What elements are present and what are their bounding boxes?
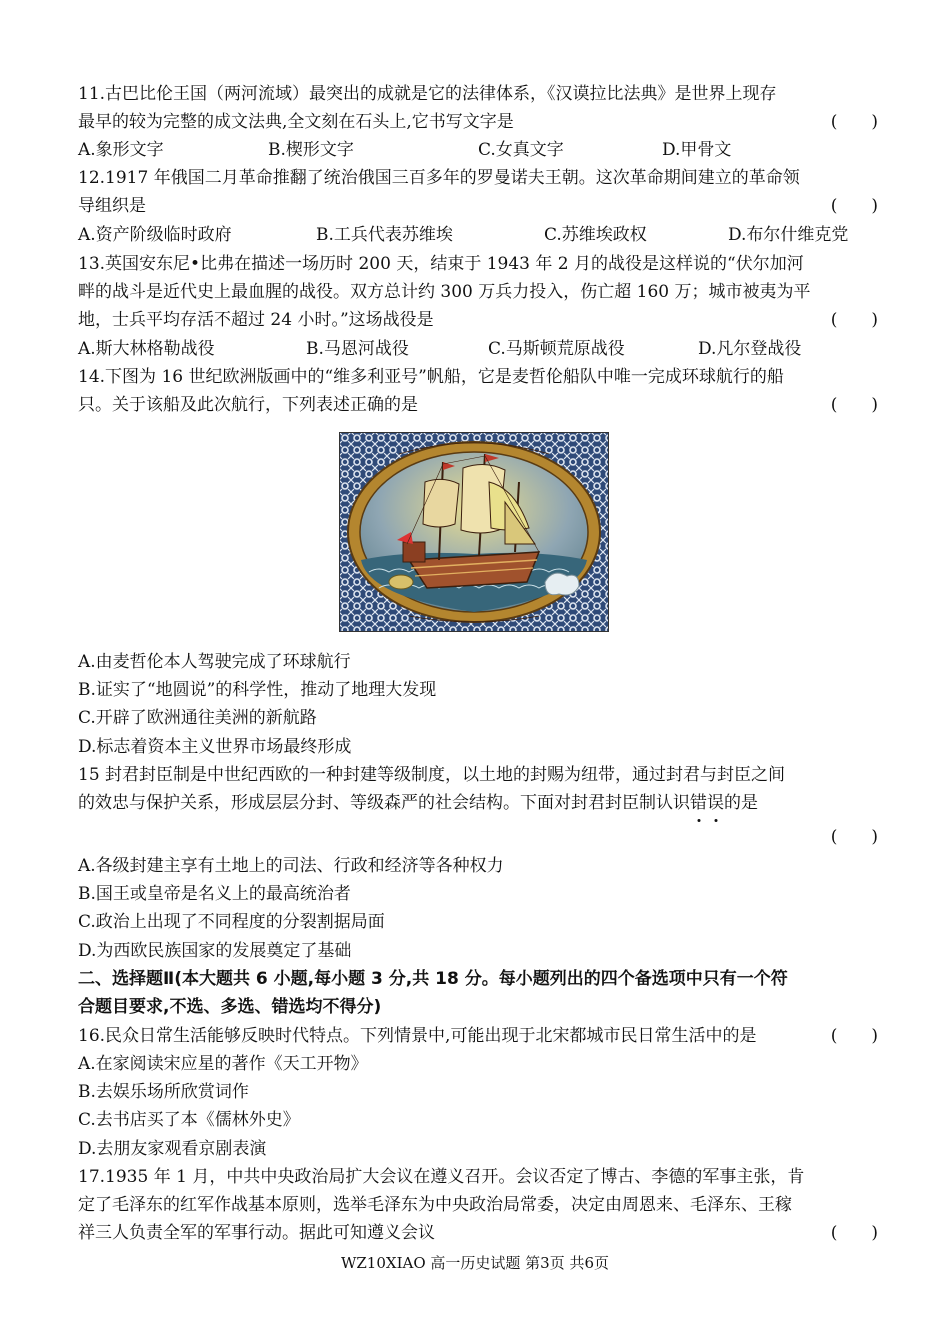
q11-stem-line1: 11.古巴比伦王国（两河流域）最突出的成就是它的法律体系，《汉谟拉比法典》是世界上现存: [78, 84, 777, 104]
q17-stem-line3: 祥三人负责全军的军事行动。据此可知遵义会议 ( ): [78, 1219, 878, 1247]
option-d: D.甲骨文: [662, 140, 732, 160]
option-b: B.楔形文字: [268, 140, 354, 160]
q15-option-d: D.为西欧民族国家的发展奠定了基础: [78, 941, 352, 961]
page-footer: WZ10XIAO 高一历史试题 第3页 共6页: [340, 1254, 610, 1272]
q15-option-b: B.国王或皇帝是名义上的最高统治者: [78, 884, 351, 904]
answer-bracket: ( ): [830, 827, 878, 847]
q14-option-d: D.标志着资本主义世界市场最终形成: [78, 737, 352, 757]
q16-stem-line1: 16.民众日常生活能够反映时代特点。下列情景中,可能出现于北宋都城市民日常生活中的是 ( ): [78, 1022, 878, 1050]
q12-options: [78, 221, 878, 249]
answer-bracket: ( ): [830, 310, 878, 330]
option-a: A.斯大林格勒战役: [78, 339, 215, 359]
emphasis-char: 错: [690, 789, 707, 817]
q17-stem-line2: 定了毛泽东的红军作战基本原则，选举毛泽东为中央政治局常委，决定由周恩来、毛泽东、王稼: [78, 1195, 792, 1215]
option-b: B.工兵代表苏维埃: [316, 225, 453, 245]
q14-stem-line2: 只。关于该船及此次航行，下列表述正确的是 ( ): [78, 391, 878, 419]
answer-bracket: ( ): [830, 112, 878, 132]
q12-stem-line1: 12.1917 年俄国二月革命推翻了统治俄国三百多年的罗曼诺夫王朝。这次革命期间建立的革命领: [78, 168, 800, 188]
q14-option-b: B.证实了“地圆说”的科学性，推动了地理大发现: [78, 680, 437, 700]
answer-bracket: ( ): [830, 395, 878, 415]
q16-option-c: C.去书店买了本《儒林外史》: [78, 1110, 300, 1130]
q15-bracket-line: [78, 823, 878, 851]
q11-options: [78, 136, 878, 164]
q16-option-d: D.去朋友家观看京剧表演: [78, 1139, 267, 1159]
option-d: D.凡尔登战役: [698, 339, 802, 359]
option-a: A.资产阶级临时政府: [78, 225, 232, 245]
q13-options: [78, 335, 878, 363]
q15-option-a: A.各级封建主享有土地上的司法、行政和经济等各种权力: [78, 856, 504, 876]
answer-bracket: ( ): [830, 196, 878, 216]
emphasis-char: 误: [707, 789, 724, 817]
option-d: D.布尔什维克党: [728, 225, 849, 245]
victoria-ship-engraving: [339, 432, 609, 632]
q14-option-c: C.开辟了欧洲通往美洲的新航路: [78, 708, 317, 728]
ship-illustration: [339, 432, 609, 632]
q16-option-a: A.在家阅读宋应星的著作《天工开物》: [78, 1054, 368, 1074]
section-heading-line1: 二、选择题Ⅱ(本大题共 6 小题,每小题 3 分,共 18 分。每小题列出的四个备选项中只有一个符: [78, 969, 788, 989]
q15-stem-line2: 的效忠与保护关系，形成层层分封、等级森严的社会结构。下面对封君封臣制认识错误的是: [78, 789, 878, 817]
option-c: C.苏维埃政权: [544, 225, 647, 245]
option-a: A.象形文字: [78, 140, 164, 160]
q11-stem-line2: 最早的较为完整的成文法典,全文刻在石头上,它书写文字是 ( ): [78, 108, 878, 136]
q13-stem-line3: 地，士兵平均存活不超过 24 小时。”这场战役是 ( ): [78, 306, 878, 334]
answer-bracket: ( ): [830, 1026, 878, 1046]
q13-stem-line1: 13.英国安东尼•比弗在描述一场历时 200 天，结束于 1943 年 2 月的战役是这样说的“伏尔加河: [78, 254, 804, 274]
q15-stem-line1: 15 封君封臣制是中世纪西欧的一种封建等级制度，以土地的封赐为纽带，通过封君与封臣之间: [78, 765, 786, 785]
option-c: C.女真文字: [478, 140, 564, 160]
q17-stem-line1: 17.1935 年 1 月，中共中央政治局扩大会议在遵义召开。会议否定了博古、李德的军事主张，肯: [78, 1167, 805, 1187]
q13-stem-line2: 畔的战斗是近代史上最血腥的战役。双方总计约 300 万兵力投入，伤亡超 160 万；城市被夷为平: [78, 282, 811, 302]
section-heading-line2: 合题目要求,不选、多选、错选均不得分): [78, 997, 382, 1017]
q12-stem-line2: 导组织是 ( ): [78, 192, 878, 220]
option-b: B.马恩河战役: [306, 339, 409, 359]
q14-option-a: A.由麦哲伦本人驾驶完成了环球航行: [78, 652, 351, 672]
answer-bracket: ( ): [830, 1223, 878, 1243]
q16-option-b: B.去娱乐场所欣赏词作: [78, 1082, 249, 1102]
q14-stem-line1: 14.下图为 16 世纪欧洲版画中的“维多利亚号”帆船，它是麦哲伦船队中唯一完成环球航行的船: [78, 367, 784, 387]
option-c: C.马斯顿荒原战役: [488, 339, 625, 359]
q15-option-c: C.政治上出现了不同程度的分裂割据局面: [78, 912, 385, 932]
